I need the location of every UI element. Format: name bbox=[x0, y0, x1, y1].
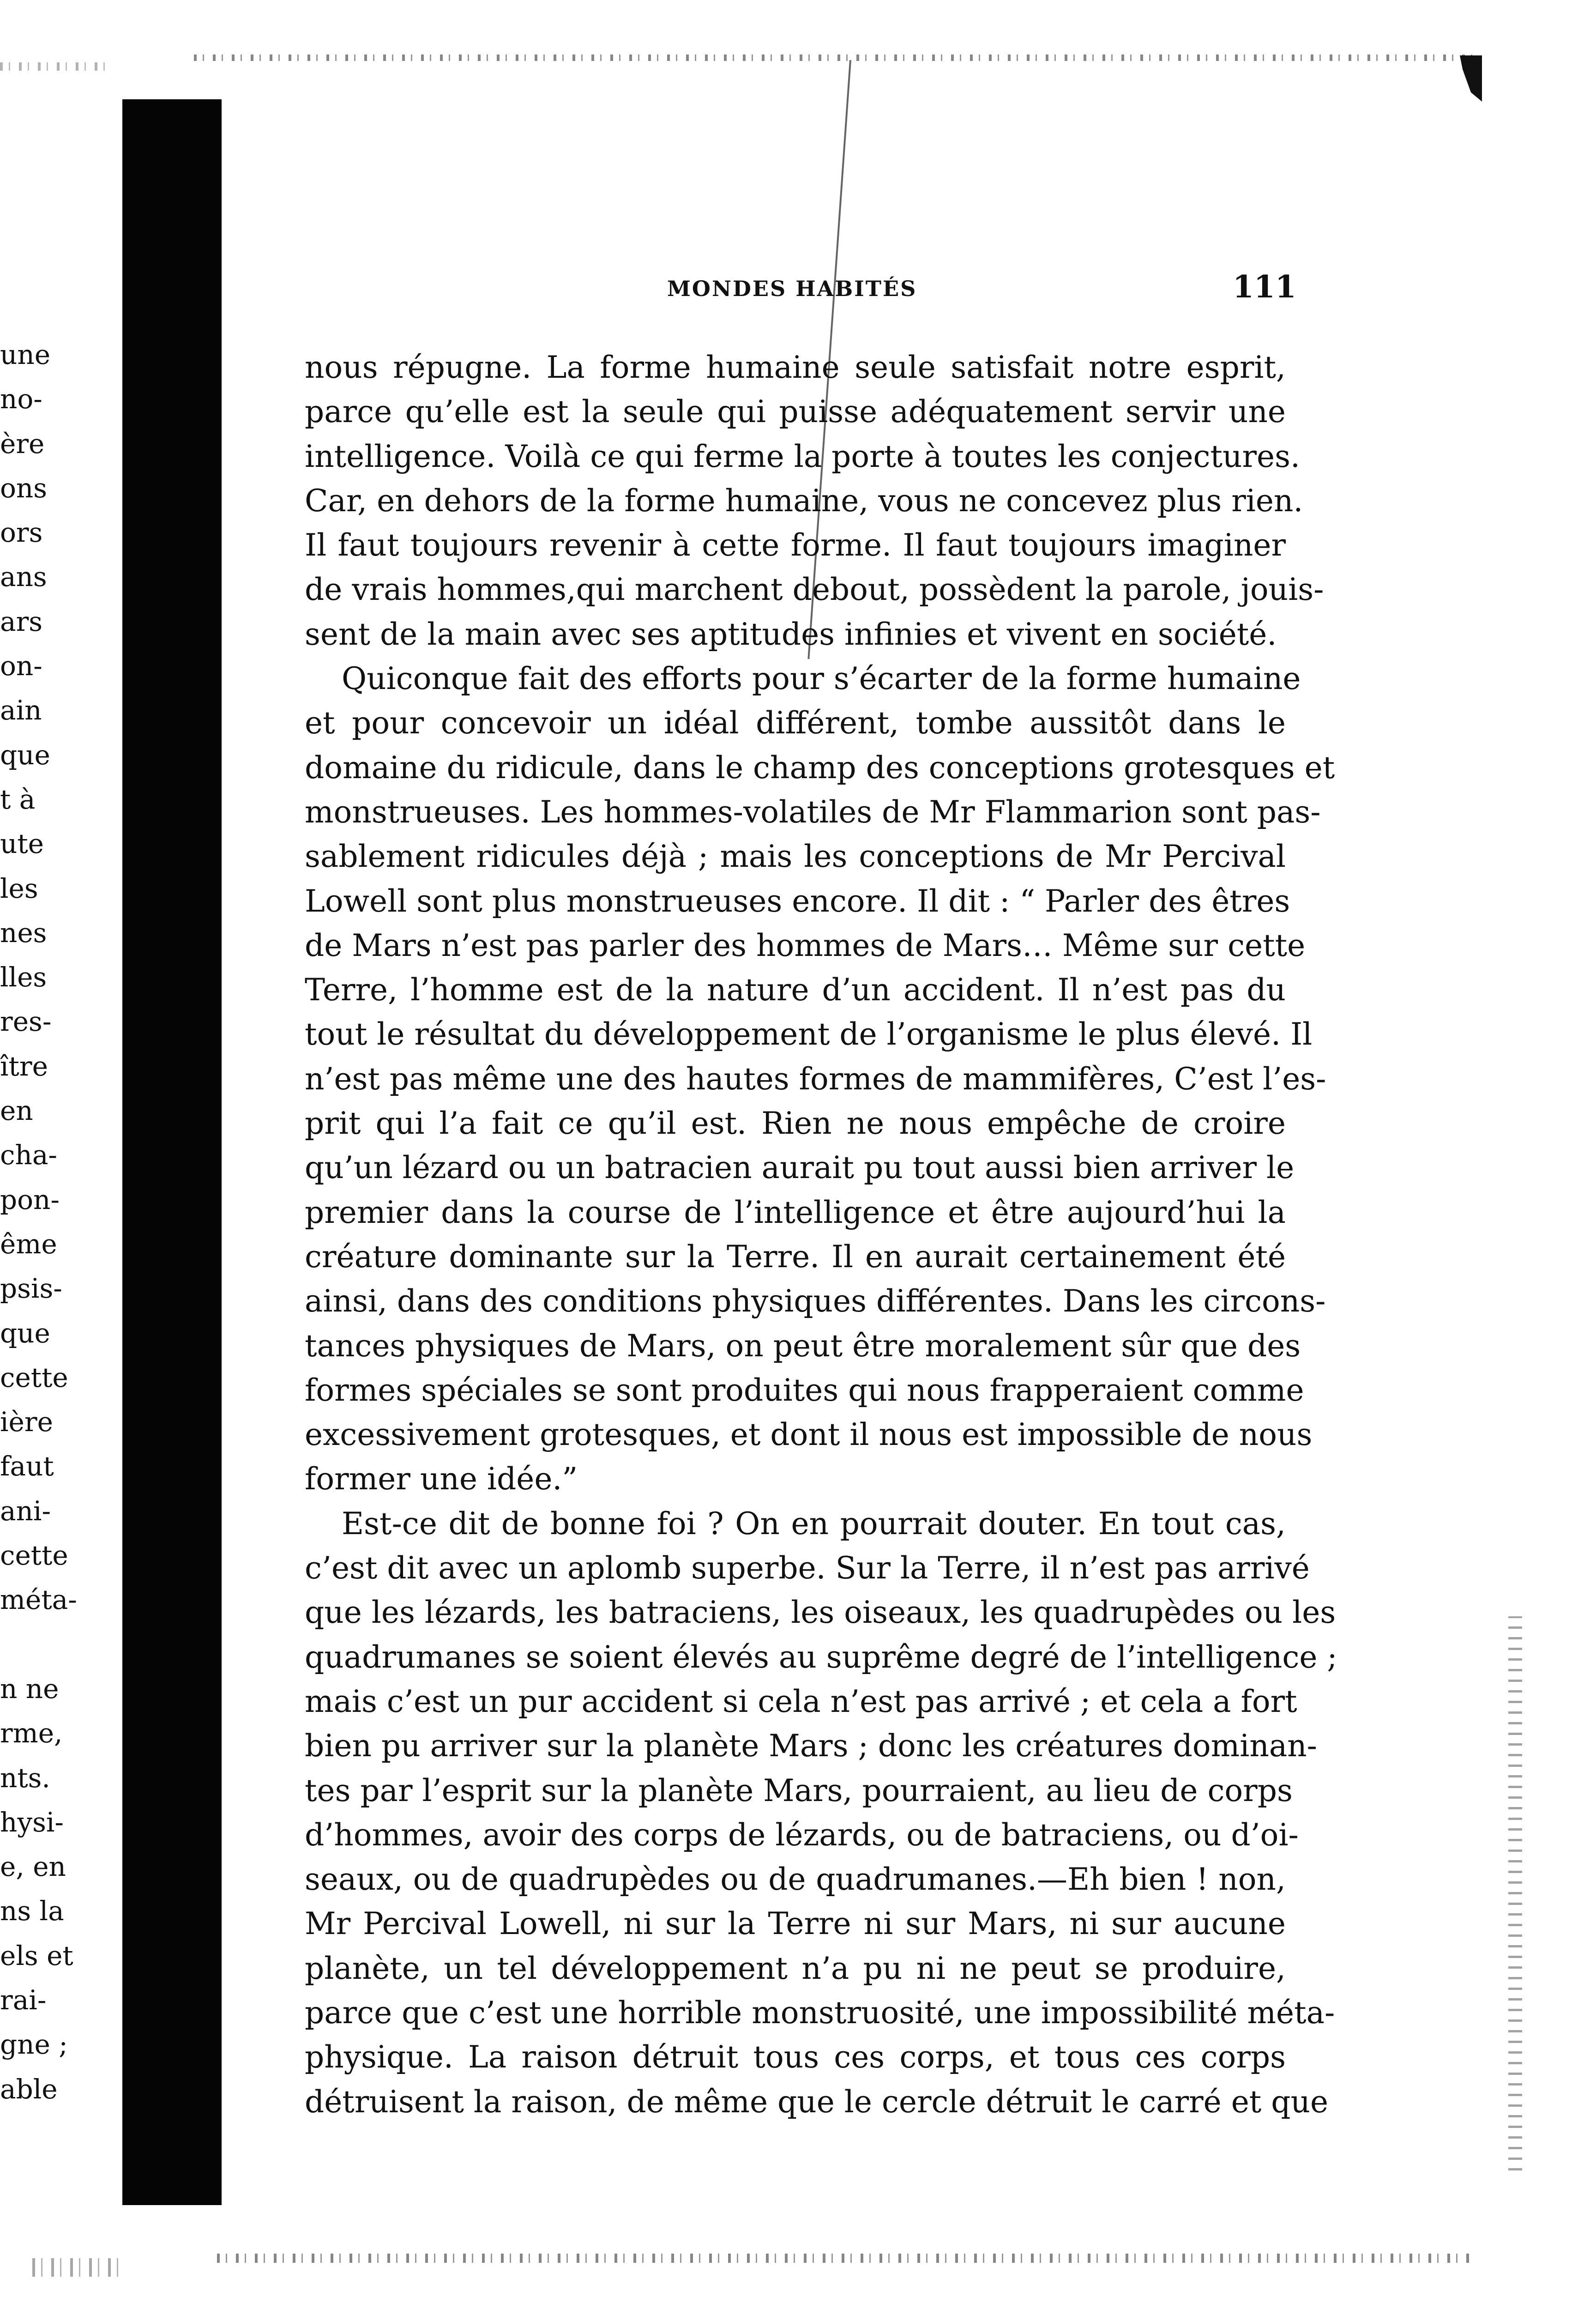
text-line: intelligence. Voilà ce qui ferme la porte à toutes les conjectures. bbox=[305, 438, 1300, 474]
text-line: nous répugne. La forme humaine seule satisfait notre esprit, bbox=[305, 350, 1286, 385]
text-line: détruisent la raison, de même que le cercle détruit le carré et que bbox=[305, 2084, 1329, 2120]
page-number: 111 bbox=[1233, 269, 1296, 305]
text-line: qu’un lézard ou un batracien aurait pu tout aussi bien arriver le bbox=[305, 1150, 1295, 1186]
margin-fragment: ans bbox=[0, 561, 47, 593]
margin-fragment: rai- bbox=[0, 1984, 47, 2016]
margin-fragment: nts. bbox=[0, 1762, 50, 1794]
margin-fragment: cha- bbox=[0, 1139, 58, 1171]
binding-gutter-shadow bbox=[122, 99, 222, 2205]
text-line: former une idée.” bbox=[305, 1461, 578, 1497]
margin-fragment: n ne bbox=[0, 1673, 59, 1705]
margin-fragment: ême bbox=[0, 1228, 57, 1260]
margin-fragment: e, en bbox=[0, 1851, 66, 1883]
margin-fragment: ute bbox=[0, 828, 44, 860]
text-line: Terre, l’homme est de la nature d’un accident. Il n’est pas du bbox=[305, 972, 1286, 1008]
text-line: domaine du ridicule, dans le champ des conceptions grotesques et bbox=[305, 750, 1335, 786]
margin-fragment: res- bbox=[0, 1006, 52, 1038]
text-line: physique. La raison détruit tous ces corps, et tous ces corps bbox=[305, 2039, 1286, 2075]
margin-fragment: une bbox=[0, 339, 51, 370]
margin-fragment: cette bbox=[0, 1361, 68, 1393]
margin-fragment: no- bbox=[0, 383, 42, 415]
text-line: et pour concevoir un idéal différent, tombe aussitôt dans le bbox=[305, 705, 1286, 741]
margin-fragment: ani- bbox=[0, 1495, 51, 1527]
text-line: premier dans la course de l’intelligence et être aujourd’hui la bbox=[305, 1194, 1286, 1230]
body-text bbox=[305, 345, 1337, 2124]
margin-fragment: lles bbox=[0, 961, 47, 993]
text-line: Car, en dehors de la forme humaine, vous ne concevez plus rien. bbox=[305, 483, 1303, 519]
margin-fragment: t à bbox=[0, 783, 36, 815]
text-line: créature dominante sur la Terre. Il en aurait certainement été bbox=[305, 1239, 1286, 1275]
previous-page-margin-text bbox=[0, 332, 122, 2111]
text-line: quadrumanes se soient élevés au suprême degré de l’intelligence ; bbox=[305, 1639, 1337, 1675]
margin-fragment: on- bbox=[0, 650, 42, 682]
margin-fragment: ns la bbox=[0, 1895, 64, 1927]
text-line: excessivement grotesques, et dont il nous est impossible de nous bbox=[305, 1417, 1313, 1453]
margin-fragment: ons bbox=[0, 472, 48, 504]
text-line: que les lézards, les batraciens, les oiseaux, les quadrupèdes ou les bbox=[305, 1595, 1336, 1631]
margin-fragment: nes bbox=[0, 917, 47, 949]
text-line: monstrueuses. Les hommes-volatiles de Mr Flammarion sont pas- bbox=[305, 794, 1321, 830]
margin-fragment: ière bbox=[0, 1406, 53, 1438]
margin-fragment: pon- bbox=[0, 1184, 60, 1215]
margin-fragment bbox=[0, 1622, 122, 1667]
text-line: tout le résultat du développement de l’organisme le plus élevé. Il bbox=[305, 1016, 1313, 1052]
text-line: prit qui l’a fait ce qu’il est. Rien ne nous empêche de croire bbox=[305, 1106, 1286, 1142]
margin-fragment: hysi- bbox=[0, 1806, 64, 1838]
text-line: ainsi, dans des conditions physiques différentes. Dans les circons- bbox=[305, 1283, 1326, 1319]
margin-fragment: ars bbox=[0, 605, 43, 637]
margin-fragment: els et bbox=[0, 1940, 73, 1971]
margin-fragment: que bbox=[0, 739, 50, 771]
text-line: Est-ce dit de bonne foi ? On en pourrait douter. En tout cas, bbox=[342, 1505, 1286, 1541]
text-line: bien pu arriver sur la planète Mars ; donc les créatures dominan- bbox=[305, 1728, 1317, 1764]
margin-fragment: les bbox=[0, 872, 38, 904]
text-line: d’hommes, avoir des corps de lézards, ou de batraciens, ou d’oi- bbox=[305, 1817, 1299, 1853]
text-line: Mr Percival Lowell, ni sur la Terre ni sur Mars, ni sur aucune bbox=[305, 1906, 1286, 1942]
text-line: Quiconque fait des efforts pour s’écarter de la forme humaine bbox=[342, 661, 1301, 697]
margin-fragment: able bbox=[0, 2073, 58, 2105]
scan-noise-bottom-left bbox=[32, 2258, 125, 2277]
margin-fragment: ître bbox=[0, 1050, 48, 1082]
margin-fragment: méta- bbox=[0, 1584, 77, 1616]
text-line: sablement ridicules déjà ; mais les conceptions de Mr Percival bbox=[305, 839, 1286, 875]
text-line: sent de la main avec ses aptitudes infinies et vivent en société. bbox=[305, 616, 1277, 652]
text-line: parce qu’elle est la seule qui puisse adéquatement servir une bbox=[305, 394, 1286, 430]
scan-noise-top-left bbox=[0, 62, 106, 71]
text-line: parce que c’est une horrible monstruosité, une impossibilité méta- bbox=[305, 1995, 1335, 2031]
margin-fragment: faut bbox=[0, 1451, 54, 1482]
margin-fragment: que bbox=[0, 1317, 50, 1349]
margin-fragment: rme, bbox=[0, 1717, 63, 1749]
text-line: tances physiques de Mars, on peut être moralement sûr que des bbox=[305, 1328, 1301, 1364]
text-line: formes spéciales se sont produites qui nous frapperaient comme bbox=[305, 1372, 1304, 1408]
text-line: n’est pas même une des hautes formes de mammifères, C’est l’es- bbox=[305, 1061, 1326, 1097]
running-head: MONDES HABITÉS bbox=[667, 276, 917, 301]
text-line: seaux, ou de quadrupèdes ou de quadrumanes.—Eh bien ! non, bbox=[305, 1862, 1286, 1898]
scan-noise-right bbox=[1508, 1616, 1522, 2170]
margin-fragment: ain bbox=[0, 695, 42, 726]
corner-tear-mark bbox=[1454, 55, 1482, 102]
margin-fragment: psis- bbox=[0, 1273, 62, 1305]
text-line: Lowell sont plus monstrueuses encore. Il dit : “ Parler des êtres bbox=[305, 883, 1290, 919]
margin-fragment: cette bbox=[0, 1540, 68, 1572]
margin-fragment: gne ; bbox=[0, 2029, 68, 2061]
scan-noise-bottom bbox=[217, 2254, 1473, 2263]
text-line: planète, un tel développement n’a pu ni ne peut se produire, bbox=[305, 1950, 1286, 1986]
margin-fragment: ère bbox=[0, 428, 45, 459]
margin-fragment: en bbox=[0, 1095, 33, 1127]
margin-fragment: ors bbox=[0, 517, 43, 549]
text-line: tes par l’esprit sur la planète Mars, pourraient, au lieu de corps bbox=[305, 1772, 1293, 1808]
scan-noise-top bbox=[194, 54, 1477, 61]
text-line: Il faut toujours revenir à cette forme. Il faut toujours imaginer bbox=[305, 527, 1286, 563]
text-line: mais c’est un pur accident si cela n’est pas arrivé ; et cela a fort bbox=[305, 1683, 1297, 1719]
text-line: c’est dit avec un aplomb superbe. Sur la Terre, il n’est pas arrivé bbox=[305, 1550, 1310, 1586]
text-line: de vrais hommes,qui marchent debout, possèdent la parole, jouis- bbox=[305, 572, 1324, 608]
text-line: de Mars n’est pas parler des hommes de Mars… Même sur cette bbox=[305, 927, 1306, 963]
